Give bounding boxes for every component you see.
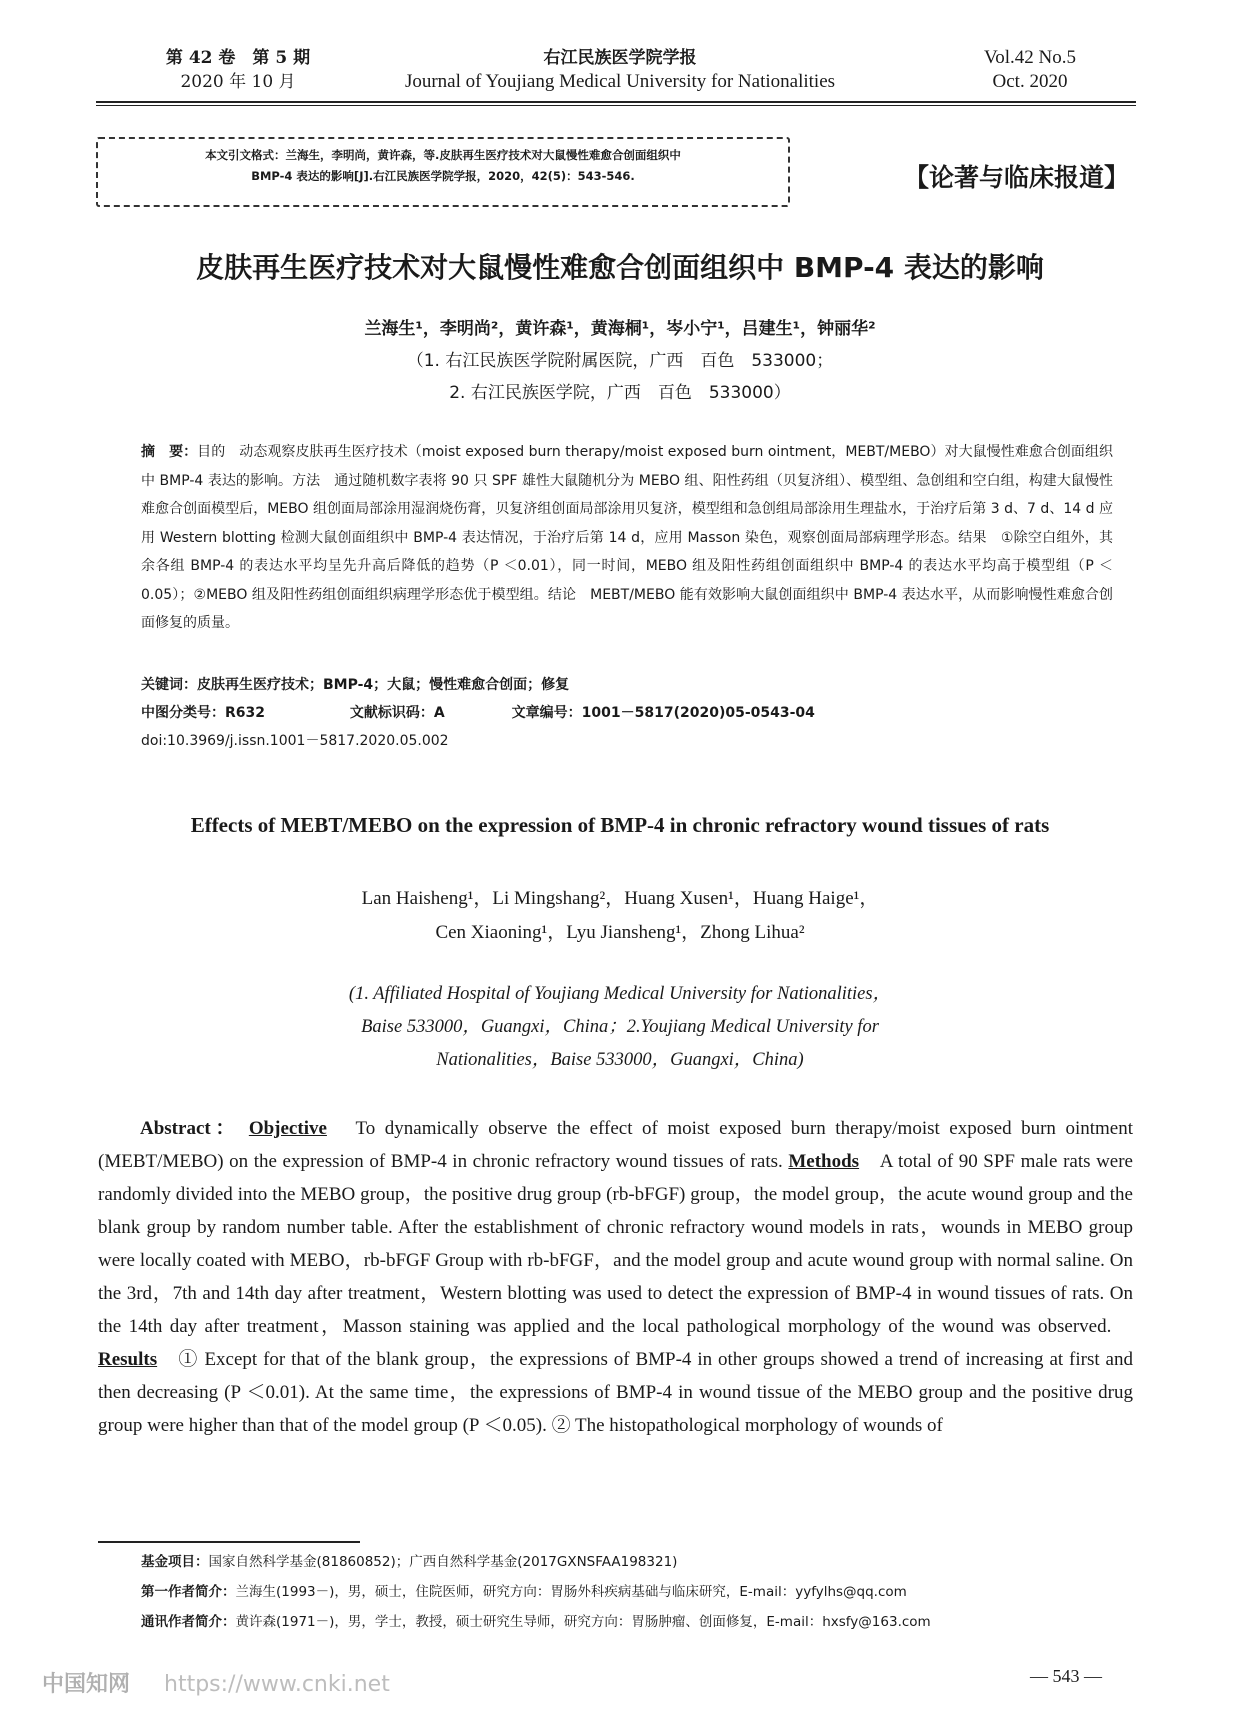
results-text: ① Except for that of the blank group，the expressions of BMP-4 in other groups showed a trend of increasing at first and then decreasing (P ＜0.01). At the same time，the expressions of BMP-4 in wound tissue of the MEBO group and the positive drug group were higher than that of the model group (P ＜0.05). ② The histopathological morphology of wounds of: [98, 1349, 1133, 1436]
article-title-cn: 皮肤再生医疗技术对大鼠慢性难愈合创面组织中 BMP-4 表达的影响: [196, 251, 1044, 284]
footnote-fund: [141, 1552, 1131, 1572]
doi: doi:10.3969/j.issn.1001－5817.2020.05.002: [141, 733, 449, 749]
journal-name-en: Journal of Youjiang Medical University for Nationalities: [404, 71, 836, 92]
results-label: Results: [98, 1349, 158, 1370]
abstract-en-label: Abstract：: [140, 1118, 240, 1139]
footnote-corr-author: [141, 1612, 1131, 1632]
fund-text: 国家自然科学基金(81860852)；广西自然科学基金(2017GXNSFAA198321): [208, 1554, 678, 1570]
clc-number: 中图分类号：R632: [141, 705, 266, 721]
citation-box: [96, 137, 790, 207]
abstract-en: [98, 1112, 1133, 1442]
classification-line: [141, 699, 1113, 727]
abstract-cn-label: 摘 要：: [141, 444, 198, 460]
affiliation-en-3: Nationalities，Baise 533000，Guangxi，China): [436, 1050, 804, 1070]
abstract-cn-text: 目的 动态观察皮肤再生医疗技术（moist exposed burn therapy/moist exposed burn ointment，MEBT/MEBO）对大鼠慢性难愈合创面组织中 BMP-4 表达的影响。方法 通过随机数字表将 90 只 SPF 雄性大鼠随机分为 MEBO 组、阳性药组（贝复济组）、模型组、急创组和空白组，构建大鼠慢性难愈合创面模型后，MEBO 组创面局部涂用湿润烧伤膏，贝复济组创面局部涂用贝复济，模型组和急创组局部涂用生理盐水，于治疗后第 3 d、7 d、14 d 应用 Western blotting 检测大鼠创面组织中 BMP-4 表达情况，于治疗后第 14 d，应用 Masson 染色，观察创面局部病理学形态。结果 ①除空白组外，其余各组 BMP-4 的表达水平均呈先升高后降低的趋势（P ＜0.01），同一时间，MEBO 组及阳性药组创面组织中 BMP-4 的表达水平均高于模型组（P ＜0.05）；②MEBO 组及阳性药组创面组织病理学形态优于模型组。结论 MEBT/MEBO 能有效影响大鼠创面组织中 BMP-4 表达水平，从而影响慢性难愈合创面修复的质量。: [141, 444, 1114, 631]
affiliation-en-2: Baise 533000，Guangxi，China；2.Youjiang Medical University for: [361, 1017, 879, 1037]
page-number: — 543 —: [1030, 1666, 1102, 1686]
footnote-rule: [98, 1541, 360, 1543]
first-author-label: 第一作者简介：: [141, 1584, 236, 1600]
affiliation-en-1: (1. Affiliated Hospital of Youjiang Medical University for Nationalities，: [348, 984, 892, 1004]
cnki-logo-text: 中国知网: [42, 1672, 131, 1697]
issue-date: 2020 年 10 月: [180, 72, 296, 92]
objective-text: To dynamically observe the effect of moist exposed burn therapy/moist exposed burn ointment (MEBT/MEBO) on the expression of BMP-4 in chronic refractory wound tissues of rats.: [98, 1118, 1134, 1172]
footnote-first-author: [141, 1582, 1131, 1602]
corr-author-text: 黄许森(1971－)，男，学士，教授，硕士研究生导师，研究方向：胃肠肿瘤、创面修复，E-mail：hxsfy@163.com: [235, 1614, 931, 1630]
affiliation-cn-1: （1. 右江民族医学院附属医院，广西 百色 533000；: [406, 351, 834, 371]
abstract-cn: [141, 438, 1113, 638]
citation-line-1: 本文引文格式：兰海生，李明尚，黄许森，等.皮肤再生医疗技术对大鼠慢性难愈合创面组织中: [205, 148, 681, 162]
affiliation-cn-2: 2. 右江民族医学院，广西 百色 533000）: [449, 383, 791, 403]
cnki-url: https://www.cnki.net: [164, 1672, 390, 1697]
methods-label: Methods: [788, 1151, 860, 1172]
header-rule-thin: [96, 105, 1136, 106]
article-title-en: Effects of MEBT/MEBO on the expression of BMP-4 in chronic refractory wound tissues of rats: [190, 813, 1050, 837]
first-author-text: 兰海生(1993－)，男，硕士，住院医师，研究方向：胃肠外科疾病基础与临床研究，E-mail：yyfylhs@qq.com: [235, 1584, 907, 1600]
keywords-cn: 关键词：皮肤再生医疗技术；BMP-4；大鼠；慢性难愈合创面；修复: [141, 677, 570, 693]
methods-text: A total of 90 SPF male rats were randomly divided into the MEBO group，the positive drug group (rb-bFGF) group，the model group，the acute wound group and the blank group by random number table. After the establishment of chronic refractory wound models in rats，wounds in MEBO group were locally coated with MEBO，rb-bFGF Group with rb-bFGF，and the model group and acute wound group with normal saline. On the 3rd，7th and 14th day after treatment，Western blotting was used to detect the expression of BMP-4 in wound tissues of rats. On the 14th day after treatment，Masson staining was applied and the local pathological morphology of the wound was observed.: [98, 1151, 1133, 1337]
doc-code: 文献标识码：A: [349, 705, 445, 721]
volume-en: Vol.42 No.5: [983, 47, 1077, 68]
citation-line-2: BMP-4 表达的影响[J].右江民族医学院学报，2020，42(5)：543-546.: [251, 169, 635, 183]
date-en: Oct. 2020: [992, 71, 1068, 92]
authors-en-1: Lan Haisheng¹，Li Mingshang²，Huang Xusen¹，Huang Haige¹，: [361, 888, 879, 909]
header-rule: [96, 101, 1136, 103]
cnki-watermark: [42, 1667, 390, 1698]
authors-en-2: Cen Xiaoning¹，Lyu Jiansheng¹，Zhong Lihua²: [435, 922, 805, 943]
corr-author-label: 通讯作者简介：: [141, 1614, 236, 1630]
objective-label: Objective: [248, 1118, 327, 1139]
journal-name-cn: 右江民族医学院学报: [543, 48, 697, 68]
volume-issue: 第 42 卷 第 5 期: [165, 48, 311, 68]
fund-label: 基金项目：: [141, 1554, 209, 1570]
article-number: 文章编号：1001－5817(2020)05-0543-04: [511, 705, 815, 721]
authors-cn: 兰海生¹，李明尚²，黄许森¹，黄海桐¹，岑小宁¹，吕建生¹，钟丽华²: [364, 319, 876, 339]
column-tag: 【论著与临床报道】: [904, 163, 1130, 192]
